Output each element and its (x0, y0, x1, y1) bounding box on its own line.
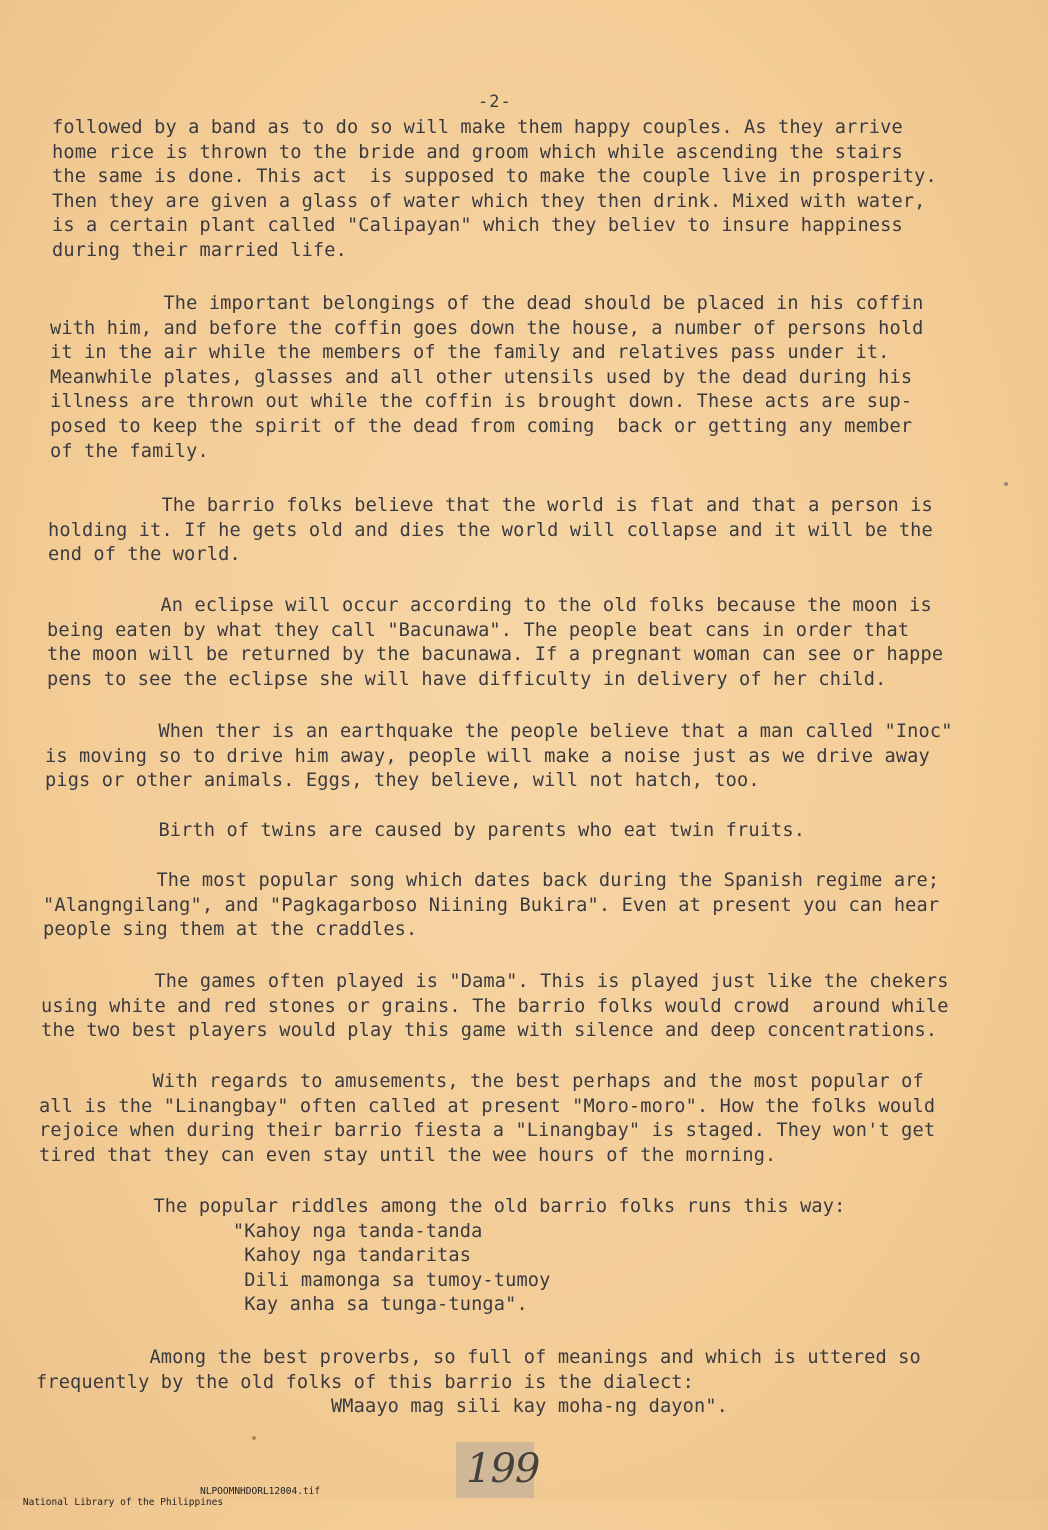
paragraph-amusements: With regards to amusements, the best perhaps and the most popular of all is the "Linangbay" often called at present "Moro-moro". How the folks would rejoice when during their barrio fiesta a "Linangbay" is staged. They won't get tired that they can even stay until the wee hours of the morning. (39, 1071, 936, 1166)
handwritten-number-text: 199 (466, 1446, 540, 1492)
archive-footer (0, 1486, 321, 1530)
paragraph-riddles: The popular riddles among the old barrio folks runs this way: "Kahoy nga tanda-tanda Kahoy nga tandaritas Dili mamonga sa tumoy-tumoy Kay anha sa tunga-tunga". (153, 1196, 846, 1316)
paragraph-flat-world: The barrio folks believe that the world is flat and that a person is holding it. If he gets old and dies the world will collapse and it will be the end of the world. (48, 495, 933, 566)
page-number: -2- (478, 92, 512, 112)
ink-speck (1004, 482, 1008, 486)
paragraph-funeral: The important belongings of the dead should be placed in his coffin with him, and before the coffin goes down the house, a number of persons hold it in the air while the members of the family and relatives pass under it. Meanwhile plates, glasses and all other utensils used by the dead during his illness are thrown out while the coffin is brought down. These acts are sup- posed to keep the spirit of the dead from coming back or getting any member of the family. (50, 293, 924, 462)
footer-library: National Library of the Philippines (22, 1497, 224, 1508)
paragraph-songs: The most popular song which dates back during the Spanish regime are; "Alangngilang", and "Pagkagarboso Niining Bukira". Even at present you can hear people sing them at the craddles. (43, 870, 940, 941)
paragraph-twins: Birth of twins are caused by parents who eat twin fruits. (45, 820, 806, 841)
paragraph-eclipse: An eclipse will occur according to the old folks because the moon is being eaten by what they call "Bacunawa". The people beat cans in order that the moon will be returned by the bacunawa. If a pregnant woman can see or happe pens to see the eclipse she will have difficulty in delivery of her child. (47, 595, 944, 690)
paragraph-earthquake: When ther is an earthquake the people believe that a man called "Inoc" is moving so to drive him away, people will make a noise just as we drive away pigs or other animals. Eggs, they believe, will not hatch, too. (45, 721, 953, 792)
paragraph-proverbs: Among the best proverbs, so full of meanings and which is uttered so frequently by the old folks of this barrio is the dialect: WMaayo mag sili kay moha-ng dayon". (36, 1347, 921, 1418)
handwritten-page-number (456, 1442, 540, 1498)
paragraph-games: The games often played is "Dama". This is played just like the chekers using white and red stones or grains. The barrio folks would crowd around while the two best players would play this game with silence and deep concentrations. (41, 971, 949, 1042)
paragraph-wedding: followed by a band as to do so will make them happy couples. As they arrive home rice is thrown to the bride and groom which while ascending the stairs the same is done. This act is supposed to make the couple live in prosperity. Then they are given a glass of water which they then drink. Mixed with water, is a certain plant called "Calipayan" which they believ to insure happiness during their married life. (52, 117, 937, 261)
ink-speck (252, 1436, 256, 1440)
footer-file-id: NLPOOMNHDORL12004.tif (200, 1486, 321, 1497)
